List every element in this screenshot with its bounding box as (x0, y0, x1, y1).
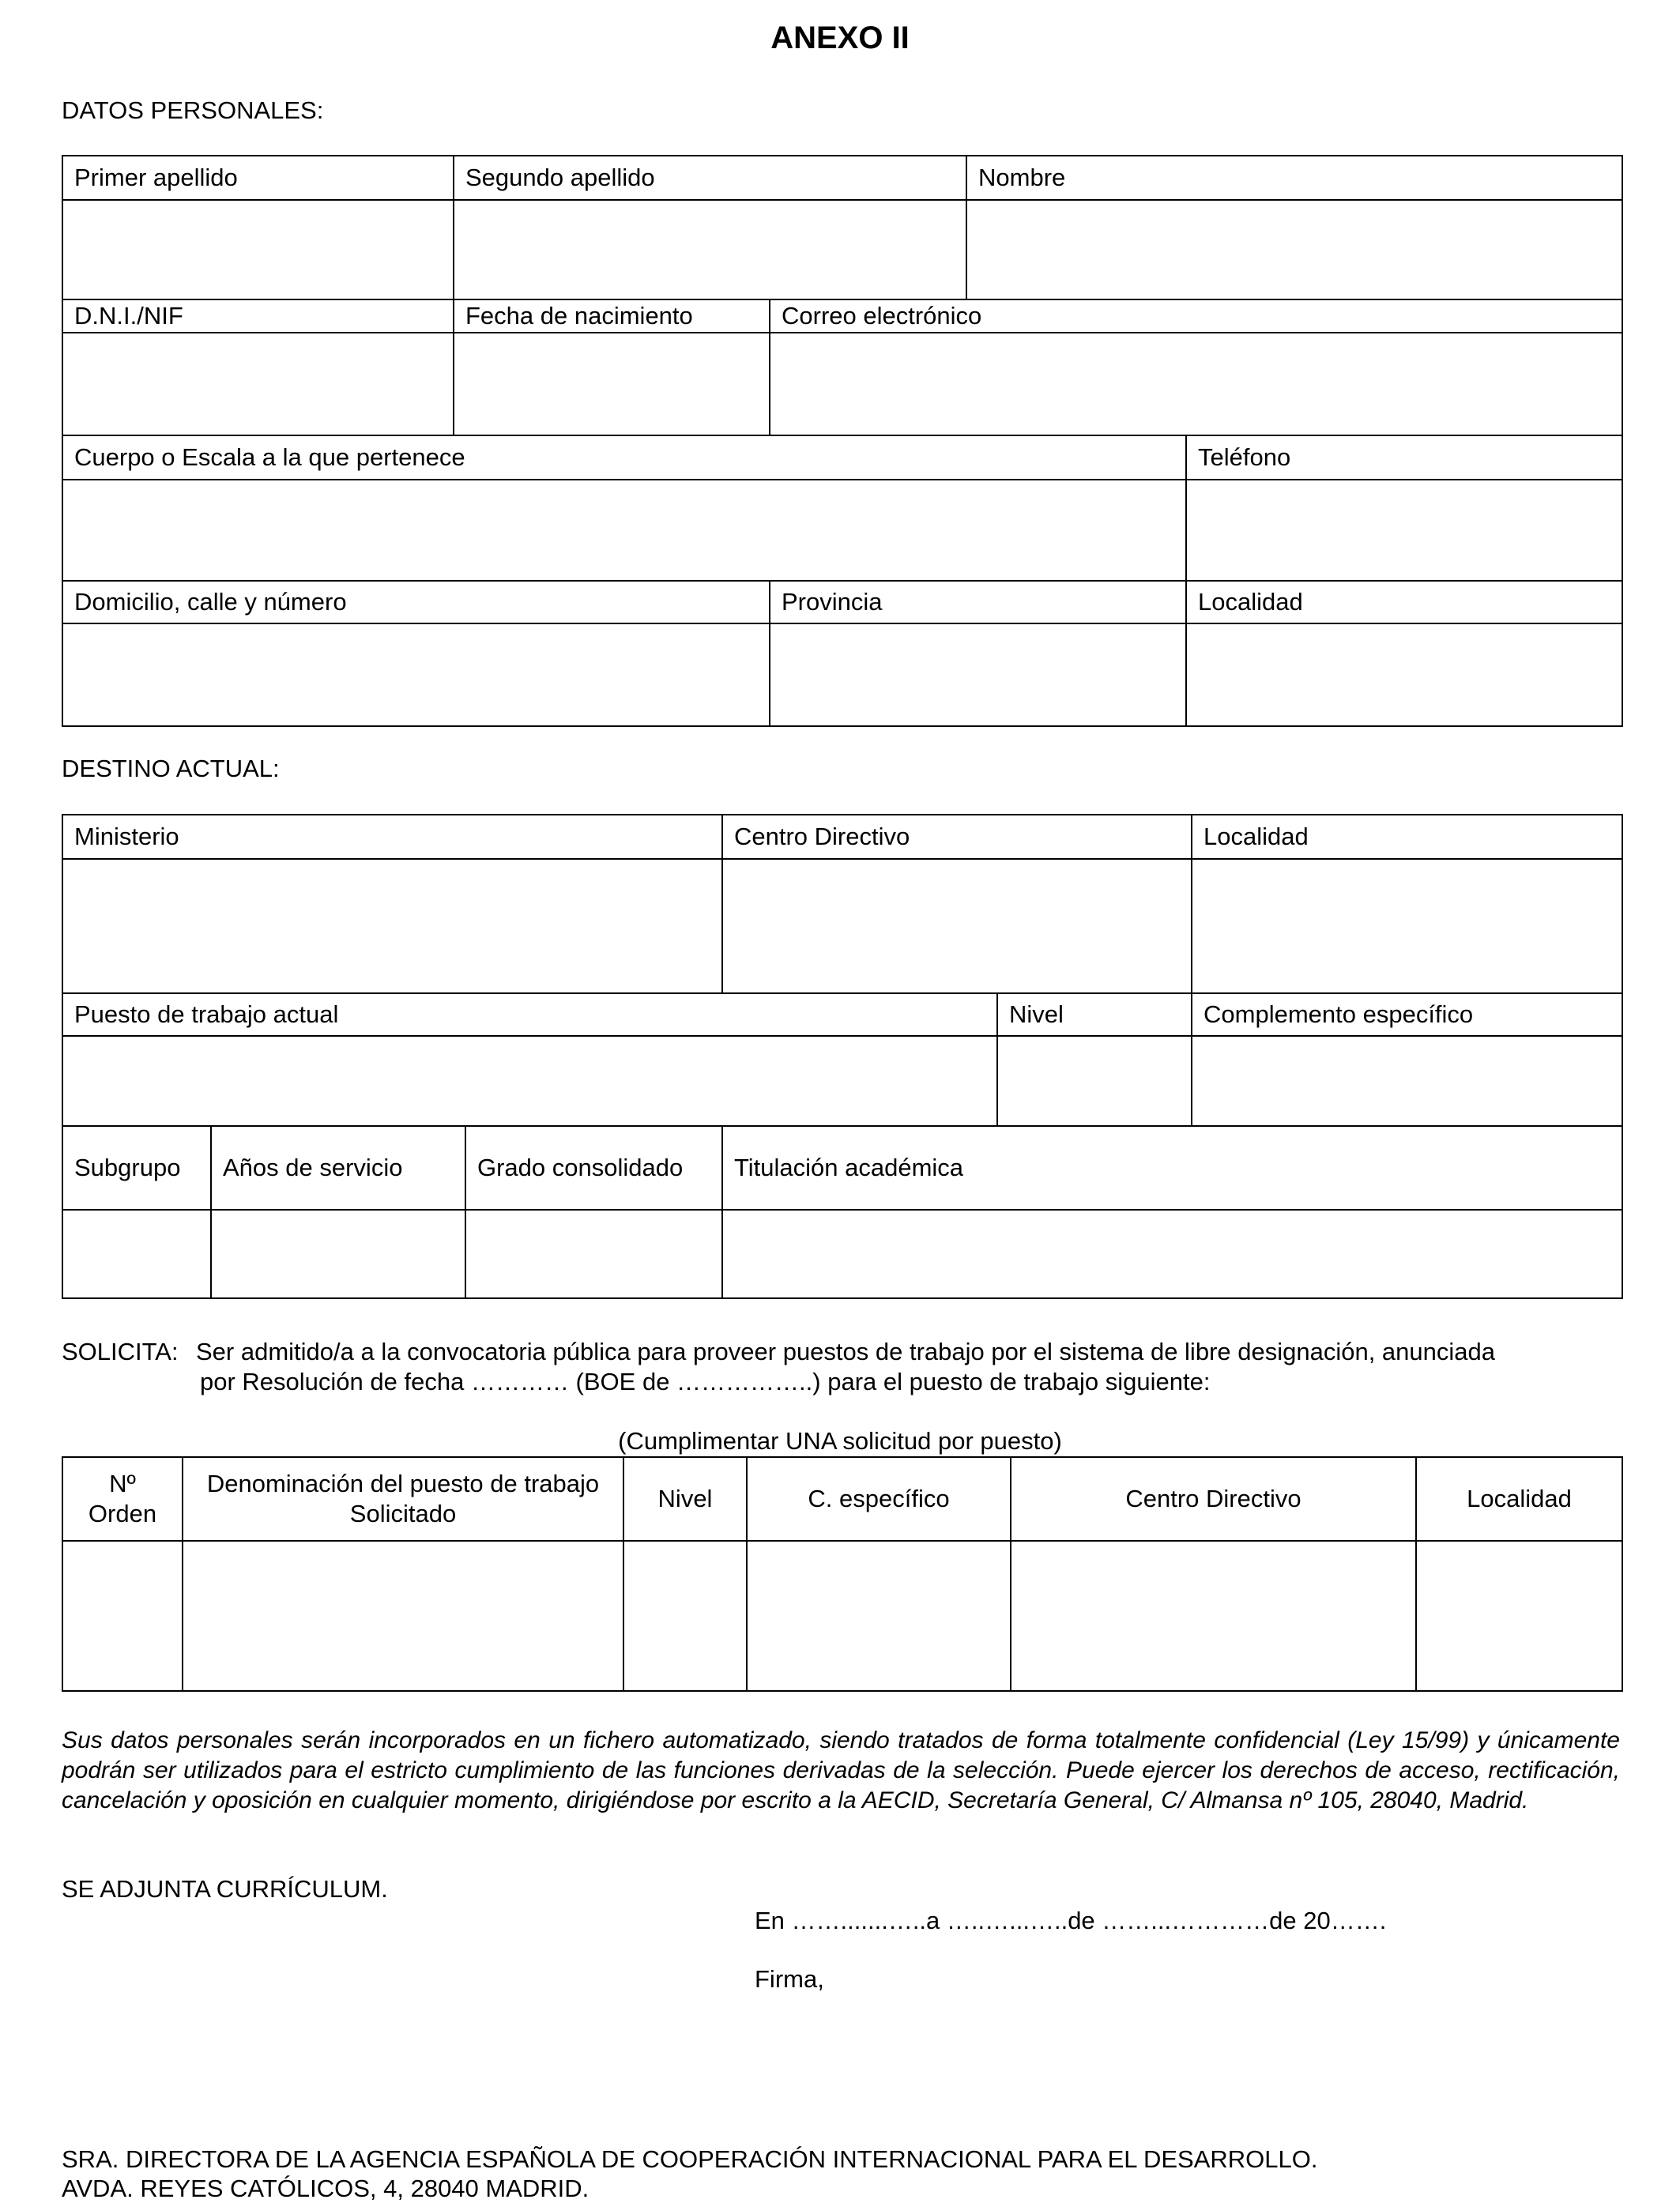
label-correo: Correo electrónico (770, 299, 1622, 333)
destino-actual-table (62, 814, 1623, 1299)
field-provincia[interactable] (770, 623, 1186, 726)
label-complemento-especifico: Complemento específico (1192, 993, 1622, 1036)
label-fecha-nacimiento: Fecha de nacimiento (454, 299, 770, 333)
field-nombre[interactable] (966, 200, 1622, 299)
label-subgrupo: Subgrupo (62, 1126, 211, 1210)
label-grado-consolidado: Grado consolidado (465, 1126, 722, 1210)
label-dni: D.N.I./NIF (62, 299, 454, 333)
label-telefono: Teléfono (1186, 435, 1622, 480)
label-localidad-destino: Localidad (1192, 815, 1622, 859)
datos-personales-table (62, 155, 1623, 727)
header-denominacion: Denominación del puesto de trabajo Solicitado (183, 1457, 623, 1541)
label-provincia: Provincia (770, 581, 1186, 623)
label-ministerio: Ministerio (62, 815, 722, 859)
recipient-line-2: AVDA. REYES CATÓLICOS, 4, 28040 MADRID. (62, 2175, 590, 2202)
section-heading-destino-actual: DESTINO ACTUAL: (62, 755, 280, 782)
firma-label: Firma, (755, 1965, 824, 1993)
field-segundo-apellido[interactable] (454, 200, 966, 299)
field-centro-directivo-solicitado[interactable] (1011, 1541, 1416, 1691)
field-cuerpo-escala[interactable] (62, 480, 1186, 581)
field-domicilio[interactable] (62, 623, 770, 726)
section-heading-datos-personales: DATOS PERSONALES: (62, 96, 324, 124)
instruction-note: (Cumplimentar UNA solicitud por puesto) (618, 1427, 1062, 1455)
header-nivel: Nivel (623, 1457, 747, 1541)
field-dni[interactable] (62, 333, 454, 435)
field-centro-directivo[interactable] (722, 859, 1192, 993)
field-numero-orden[interactable] (62, 1541, 183, 1691)
field-localidad-destino[interactable] (1192, 859, 1622, 993)
solicita-line-2: por Resolución de fecha ………… (BOE de ……………..) para el puesto de trabajo siguiente: (200, 1368, 1211, 1395)
label-segundo-apellido: Segundo apellido (454, 156, 966, 200)
recipient-line-1: SRA. DIRECTORA DE LA AGENCIA ESPAÑOLA DE COOPERACIÓN INTERNACIONAL PARA EL DESARROLLO. (62, 2145, 1318, 2173)
field-ministerio[interactable] (62, 859, 722, 993)
field-subgrupo[interactable] (62, 1210, 211, 1298)
label-anos-servicio: Años de servicio (211, 1126, 465, 1210)
lugar-fecha-line: En …….......…..a …..…...…..de ……...…………de 20……. (755, 1907, 1387, 1934)
privacy-notice: Sus datos personales serán incorporados en un fichero automatizado, siendo tratados de forma totalmente confidencial (Ley 15/99) y únicamente podrán ser utilizados para el estricto cumplimiento de las funciones derivadas de la selección. Puede ejercer los derechos de acceso, rectificación, cancelación y oposición en cualquier momento, dirigiéndose por escrito a la AECID, Secretaría General, C/ Almansa nº 105, 28040, Madrid. (62, 1727, 1620, 1813)
field-fecha-nacimiento[interactable] (454, 333, 770, 435)
se-adjunta-curriculum: SE ADJUNTA CURRÍCULUM. (62, 1875, 388, 1903)
label-nombre: Nombre (966, 156, 1622, 200)
field-primer-apellido[interactable] (62, 200, 454, 299)
field-telefono[interactable] (1186, 480, 1622, 581)
field-nivel-actual[interactable] (997, 1036, 1192, 1126)
field-nivel[interactable] (623, 1541, 747, 1691)
field-correo[interactable] (770, 333, 1622, 435)
solicita-label: SOLICITA: (62, 1338, 179, 1365)
label-domicilio: Domicilio, calle y número (62, 581, 770, 623)
header-c-especifico: C. específico (747, 1457, 1011, 1541)
field-puesto-actual[interactable] (62, 1036, 997, 1126)
field-localidad[interactable] (1186, 623, 1622, 726)
field-titulacion[interactable] (722, 1210, 1622, 1298)
label-titulacion: Titulación académica (722, 1126, 1622, 1210)
label-centro-directivo: Centro Directivo (722, 815, 1192, 859)
label-cuerpo-escala: Cuerpo o Escala a la que pertenece (62, 435, 1186, 480)
label-nivel-actual: Nivel (997, 993, 1192, 1036)
document-title: ANEXO II (770, 21, 910, 55)
header-centro-directivo: Centro Directivo (1011, 1457, 1416, 1541)
solicita-line-1: Ser admitido/a a la convocatoria pública para proveer puestos de trabajo por el sistema de libre designación, anunciada (196, 1338, 1495, 1365)
field-c-especifico[interactable] (747, 1541, 1011, 1691)
label-primer-apellido: Primer apellido (62, 156, 454, 200)
field-localidad-solicitada[interactable] (1416, 1541, 1622, 1691)
header-numero-orden: Nº Orden (62, 1457, 183, 1541)
label-puesto-actual: Puesto de trabajo actual (62, 993, 997, 1036)
label-localidad: Localidad (1186, 581, 1622, 623)
field-anos-servicio[interactable] (211, 1210, 465, 1298)
header-localidad: Localidad (1416, 1457, 1622, 1541)
field-complemento-especifico[interactable] (1192, 1036, 1622, 1126)
field-denominacion[interactable] (183, 1541, 623, 1691)
puesto-solicitado-table (62, 1456, 1623, 1692)
field-grado-consolidado[interactable] (465, 1210, 722, 1298)
